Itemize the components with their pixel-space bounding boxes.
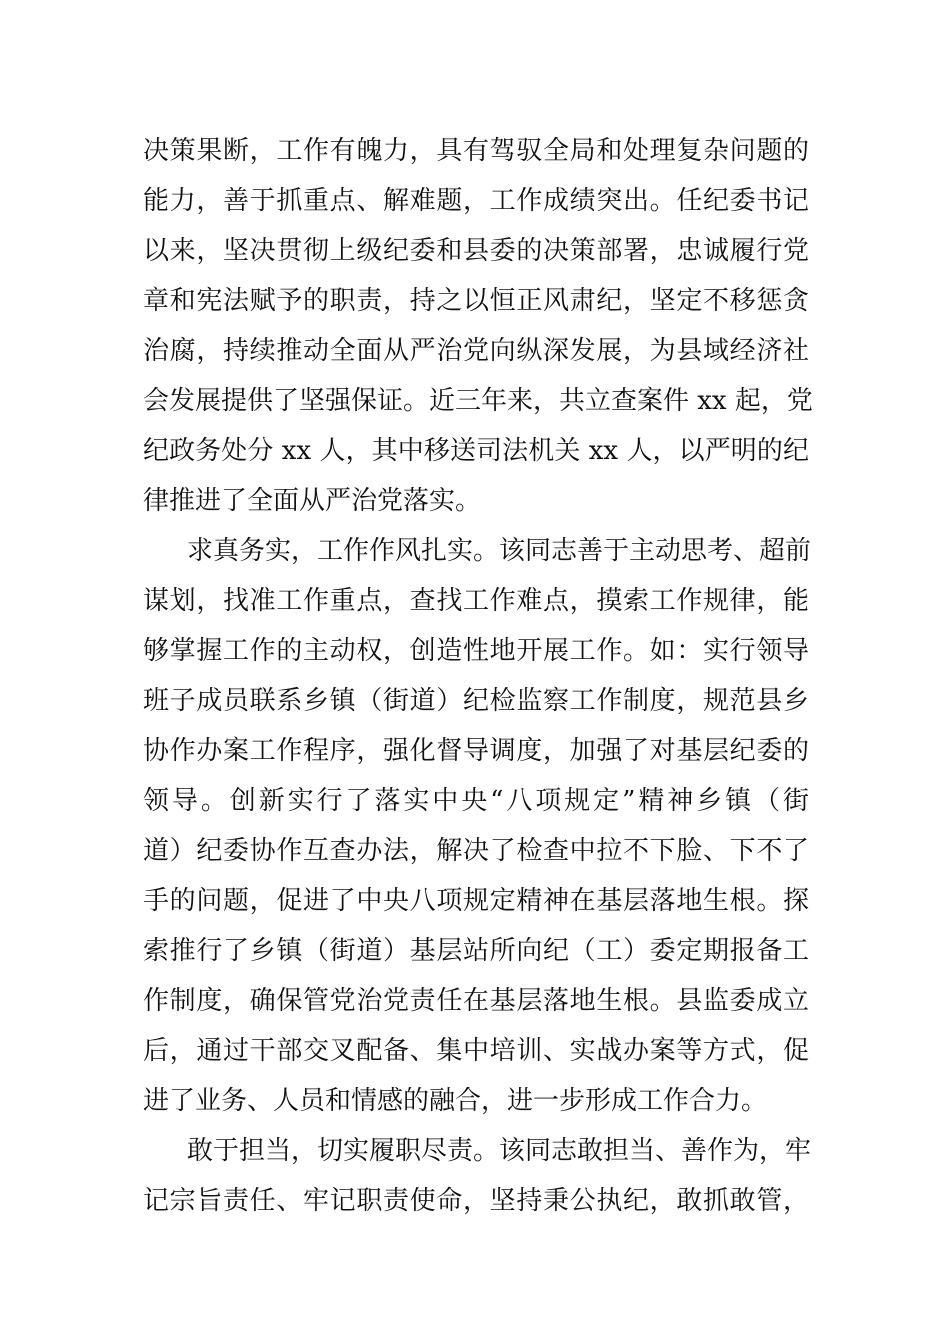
text-line: 协作办案工作程序，强化督导调度，加强了对基层纪委的 bbox=[143, 736, 809, 766]
document-body bbox=[143, 126, 813, 1226]
paragraph-3 bbox=[143, 1126, 812, 1226]
text-line: 章和宪法赋予的职责，持之以恒正风肃纪，坚定不移惩贪 bbox=[143, 286, 809, 316]
text-line: 会发展提供了坚强保证。近三年来，共立查案件 xx 起，党 bbox=[143, 386, 813, 416]
text-line: 领导。创新实行了落实中央“八项规定”精神乡镇（街 bbox=[143, 786, 809, 816]
text-line: 够掌握工作的主动权，创造性地开展工作。如：实行领导 bbox=[143, 636, 809, 666]
text-line: 谋划，找准工作重点，查找工作难点，摸索工作规律，能 bbox=[143, 586, 809, 616]
text-line: 班子成员联系乡镇（街道）纪检监察工作制度，规范县乡 bbox=[143, 686, 809, 716]
text-line: 索推行了乡镇（街道）基层站所向纪（工）委定期报备工 bbox=[143, 936, 809, 966]
text-line: 律推进了全面从严治党落实。 bbox=[143, 486, 482, 516]
paragraph-1 bbox=[143, 126, 813, 526]
text-line: 后，通过干部交叉配备、集中培训、实战办案等方式，促 bbox=[143, 1036, 809, 1066]
text-line: 治腐，持续推动全面从严治党向纵深发展，为县域经济社 bbox=[143, 336, 809, 366]
text-line: 求真务实，工作作风扎实。该同志善于主动思考、超前 bbox=[187, 536, 812, 566]
text-line: 决策果断，工作有魄力，具有驾驭全局和处理复杂问题的 bbox=[143, 136, 809, 166]
text-line: 纪政务处分 xx 人，其中移送司法机关 xx 人，以严明的纪 bbox=[143, 436, 809, 466]
text-line: 作制度，确保管党治党责任在基层落地生根。县监委成立 bbox=[143, 986, 809, 1016]
text-line: 道）纪委协作互查办法，解决了检查中拉不下脸、下不了 bbox=[143, 836, 809, 866]
text-line: 敢于担当，切实履职尽责。该同志敢担当、善作为，牢 bbox=[187, 1136, 812, 1166]
text-line: 能力，善于抓重点、解难题，工作成绩突出。任纪委书记 bbox=[143, 186, 809, 216]
paragraph-2 bbox=[143, 526, 812, 1126]
text-line: 以来，坚决贯彻上级纪委和县委的决策部署，忠诚履行党 bbox=[143, 236, 809, 266]
text-line: 进了业务、人员和情感的融合，进一步形成工作合力。 bbox=[143, 1086, 768, 1116]
text-line: 记宗旨责任、牢记职责使命，坚持秉公执纪，敢抓敢管， bbox=[143, 1186, 809, 1216]
text-line: 手的问题，促进了中央八项规定精神在基层落地生根。探 bbox=[143, 886, 809, 916]
